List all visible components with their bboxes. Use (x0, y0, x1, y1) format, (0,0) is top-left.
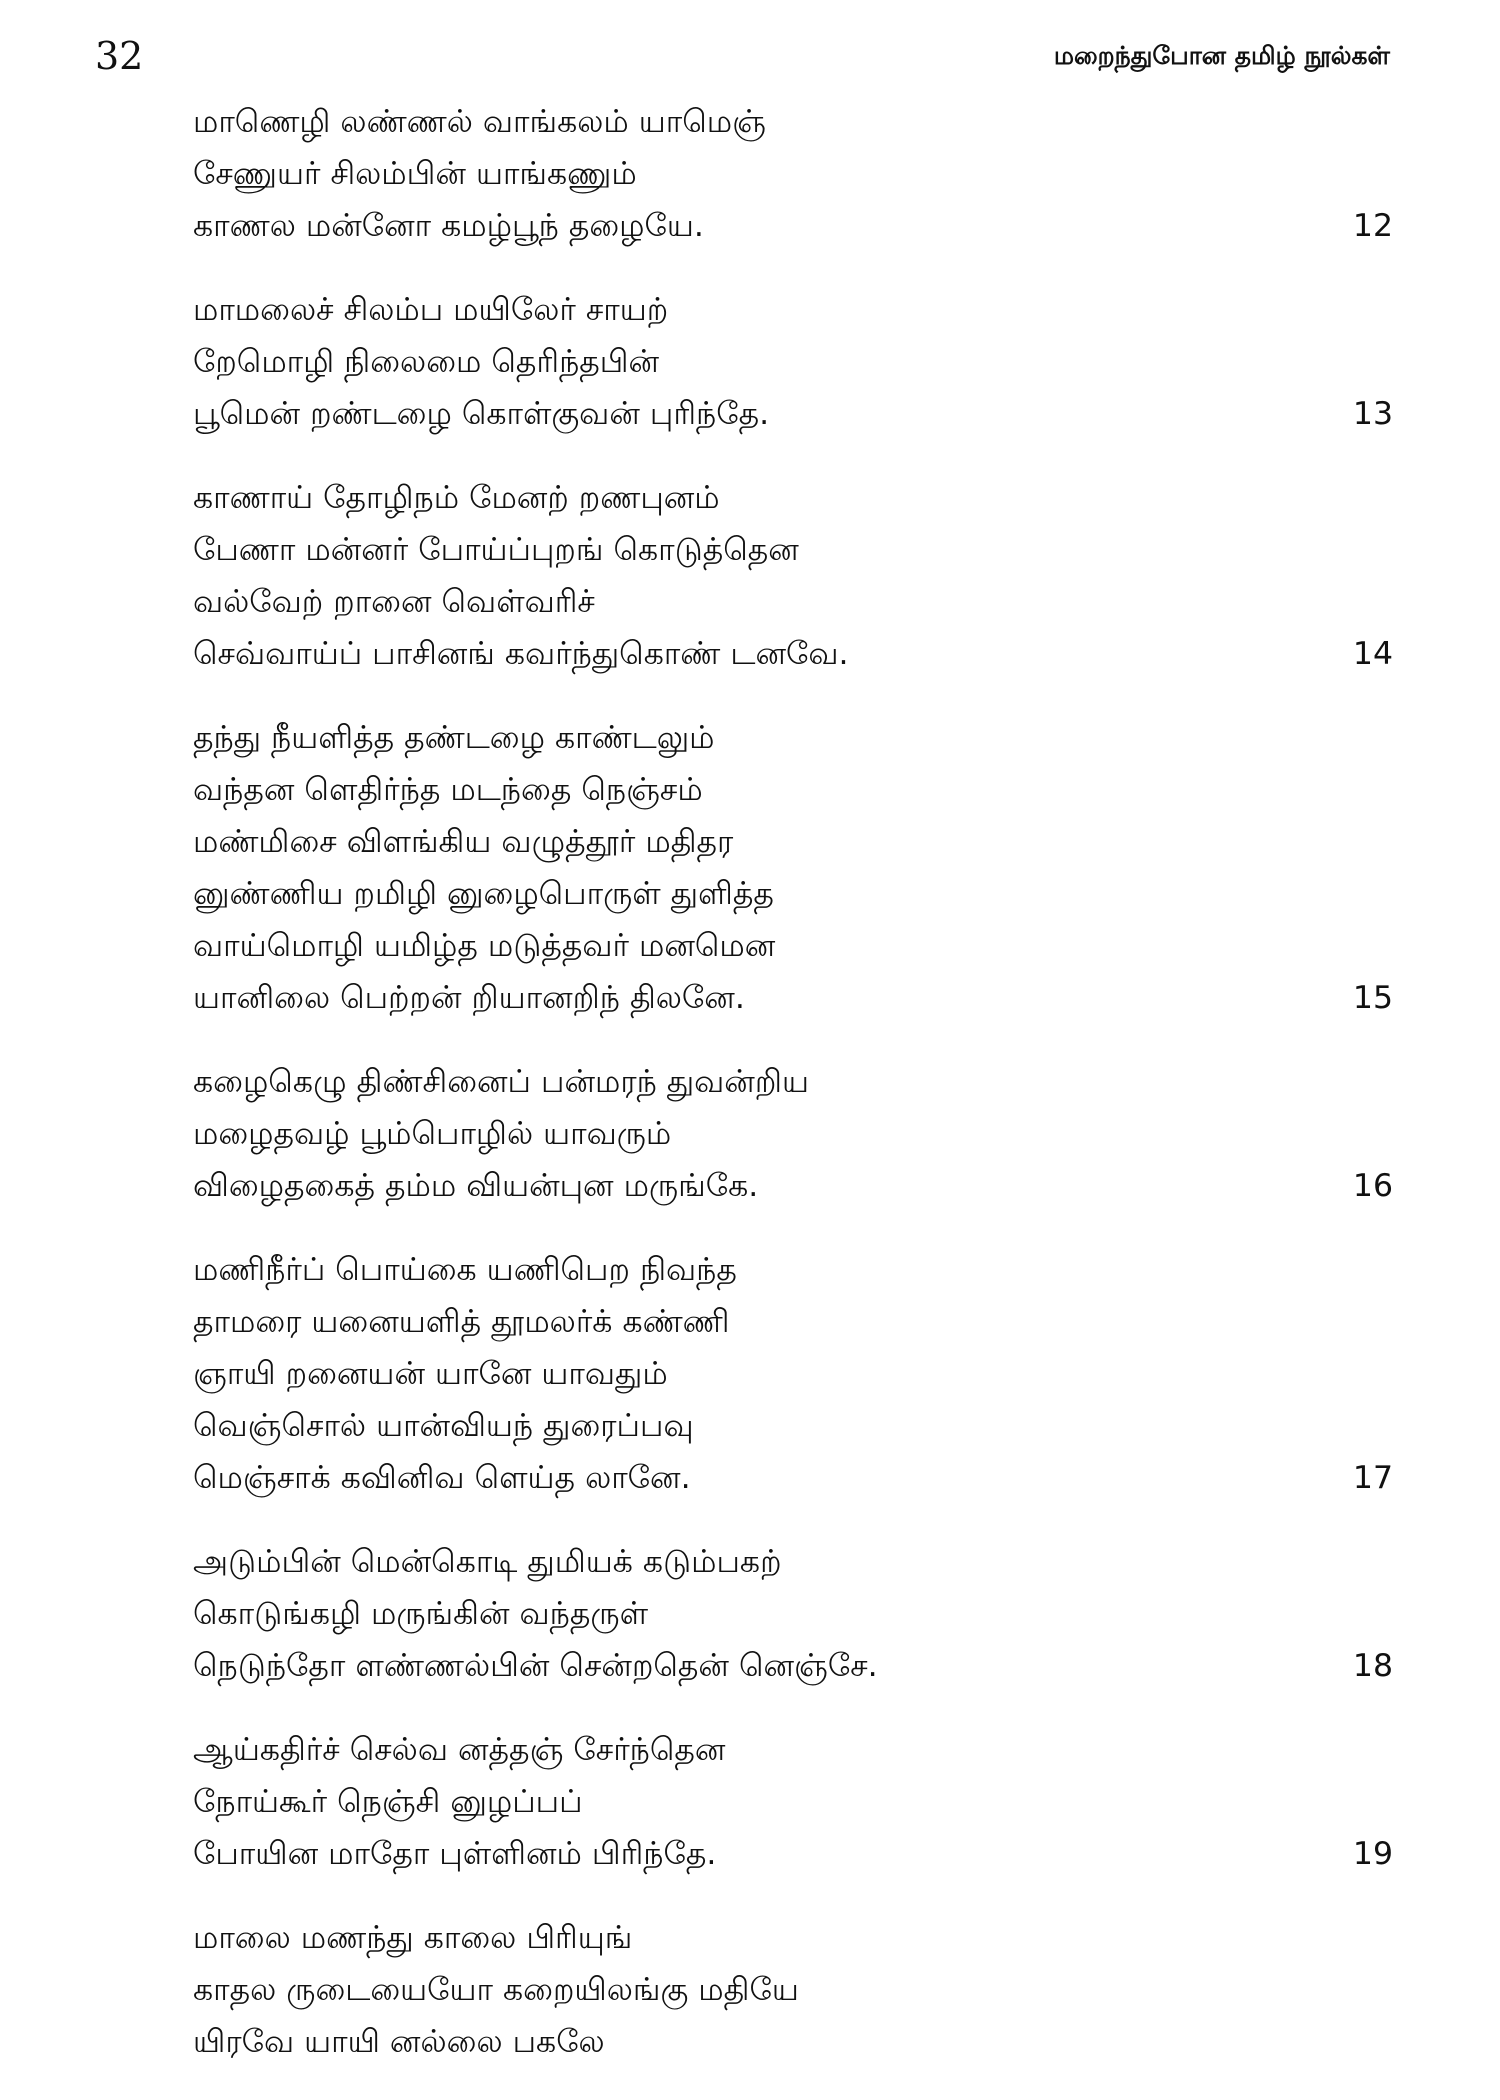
verse-line: மெஞ்சாக் கவினிவ ளெய்த லானே. (193, 1460, 691, 1496)
verse-12 (193, 96, 1393, 252)
verse-number: 18 (1352, 1648, 1393, 1684)
verse-line: மாலை மணந்து காலை பிரியுங் (193, 1920, 633, 1956)
verse-number: 19 (1352, 1836, 1393, 1872)
verse-line: ஆய்கதிர்ச் செல்வ னத்தஞ் சேர்ந்தென (193, 1732, 726, 1768)
verse-line: வல்வேற் றானை வெள்வரிச் (193, 584, 595, 620)
verse-line: ஞாயி றனையன் யானே யாவதும் (193, 1356, 668, 1392)
verse-17 (193, 1244, 1393, 1504)
verse-line: அடும்பின் மென்கொடி துமியக் கடும்பகற் (193, 1544, 782, 1580)
verse-19 (193, 1724, 1393, 1880)
verse-line: போயின மாதோ புள்ளினம் பிரிந்தே. (193, 1836, 717, 1872)
verse-line: பேணா மன்னர் போய்ப்புறங் கொடுத்தென (193, 532, 799, 568)
verse-line: தாமரை யனையளித் தூமலர்க் கண்ணி (193, 1304, 730, 1340)
verse-line: செவ்வாய்ப் பாசினங் கவர்ந்துகொண் டனவே. (193, 636, 849, 672)
verse-line: றேமொழி நிலைமை தெரிந்தபின் (193, 344, 660, 380)
verse-20 (193, 1912, 1393, 2068)
verse-line: சேணுயர் சிலம்பின் யாங்கணும் (193, 156, 637, 192)
verse-line: மண்மிசை விளங்கிய வழுத்தூர் மதிதர (193, 824, 734, 860)
verse-18 (193, 1536, 1393, 1692)
verse-line: விழைதகைத் தம்ம வியன்புன மருங்கே. (193, 1168, 759, 1204)
verse-line: காதல ருடையையோ கறையிலங்கு மதியே (193, 1972, 799, 2008)
verse-line: மாமலைச் சிலம்ப மயிலேர் சாயற் (193, 292, 669, 328)
verse-line: மணிநீர்ப் பொய்கை யணிபெற நிவந்த (193, 1252, 737, 1288)
running-head: மறைந்துபோன தமிழ் நூல்கள் (1053, 41, 1390, 70)
verse-line: வெஞ்சொல் யான்வியந் துரைப்பவு (193, 1408, 694, 1444)
verse-line: கழைகெழு திண்சினைப் பன்மரந் துவன்றிய (193, 1064, 809, 1100)
verse-line: நோய்கூர் நெஞ்சி னுழப்பப் (193, 1784, 583, 1820)
verse-line: கொடுங்கழி மருங்கின் வந்தருள் (193, 1596, 648, 1632)
page-number: 32 (95, 34, 144, 78)
verse-line: வாய்மொழி யமிழ்த மடுத்தவர் மனமென (193, 928, 776, 964)
verse-line: காணல மன்னோ கமழ்பூந் தழையே. (193, 208, 704, 244)
verse-line: மாணெழி லண்ணல் வாங்கலம் யாமெஞ் (193, 104, 766, 140)
poem-body (193, 96, 1393, 2100)
verse-line: நெடுந்தோ ளண்ணல்பின் சென்றதென் னெஞ்சே. (193, 1648, 878, 1684)
verse-line: காணாய் தோழிநம் மேனற் றணபுனம் (193, 480, 720, 516)
verse-line: யிரவே யாயி னல்லை பகலே (193, 2024, 605, 2060)
verse-number: 14 (1352, 636, 1393, 672)
verse-line: யானிலை பெற்றன் றியானறிந் திலனே. (193, 980, 745, 1016)
verse-number: 15 (1352, 980, 1393, 1016)
verse-line: தந்து நீயளித்த தண்டழை காண்டலும் (193, 720, 715, 756)
verse-number: 13 (1352, 396, 1393, 432)
verse-13 (193, 284, 1393, 440)
verse-14 (193, 472, 1393, 680)
verse-number: 17 (1352, 1460, 1393, 1496)
verse-15 (193, 712, 1393, 1024)
verse-line: னுண்ணிய றமிழி னுழைபொருள் துளித்த (193, 876, 774, 912)
verse-number: 12 (1352, 208, 1393, 244)
verse-16 (193, 1056, 1393, 1212)
verse-number: 16 (1352, 1168, 1393, 1204)
verse-line: வந்தன ளெதிர்ந்த மடந்தை நெஞ்சம் (193, 772, 703, 808)
verse-line: பூமென் றண்டழை கொள்குவன் புரிந்தே. (193, 396, 770, 432)
verse-line: மழைதவழ் பூம்பொழில் யாவரும் (193, 1116, 672, 1152)
